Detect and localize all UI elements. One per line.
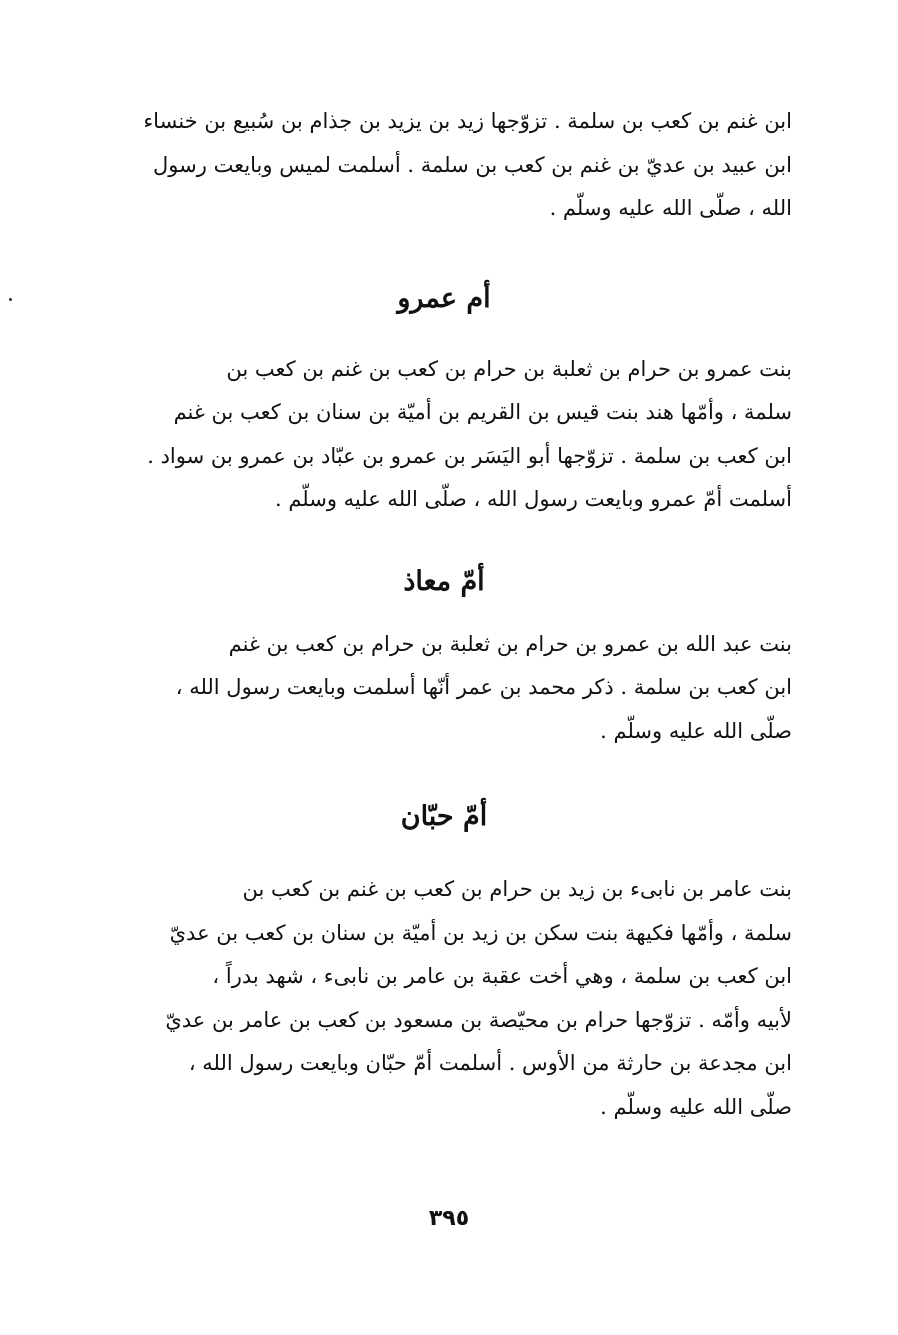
text-line: سلمة ، وأمّها هند بنت قيس بن القريم بن أميّة بن سنان بن كعب بن غنم: [173, 400, 792, 424]
text-line: أسلمت أمّ عمرو وبايعت رسول الله ، صلّى الله عليه وسلّم .: [274, 487, 792, 511]
text-line: صلّى الله عليه وسلّم .: [600, 1094, 792, 1119]
intro-paragraph: [96, 100, 792, 231]
text-line: لأبيه وأمّه . تزوّجها حرام بن محيّصة بن مسعود بن كعب بن عامر بن عديّ: [165, 1007, 792, 1032]
text-line: سلمة ، وأمّها فكيهة بنت سكن بن زيد بن أميّة بن سنان بن كعب بن عديّ: [169, 920, 792, 945]
text-line: بنت عبد الله بن عمرو بن حرام بن ثعلبة بن حرام بن كعب بن غنم: [228, 631, 792, 656]
text-line: ابن غنم بن كعب بن سلمة . تزوّجها زيد بن يزيد بن جذام بن سُبيع بن خنساء: [143, 109, 792, 133]
text-line: بنت عمرو بن حرام بن ثعلبة بن حرام بن كعب بن غنم بن كعب بن: [226, 356, 792, 381]
text-line: ابن كعب بن سلمة . ذكر محمد بن عمر أنّها أسلمت وبايعت رسول الله ،: [175, 675, 792, 699]
text-line: ابن مجدعة بن حارثة من الأوس . أسلمت أمّ حبّان وبايعت رسول الله ،: [188, 1051, 792, 1075]
scan-speck: [9, 298, 12, 301]
section-heading-umm-hibban: أمّ حبّان: [400, 801, 488, 832]
section-paragraph-umm-amr: [96, 348, 792, 522]
text-line: بنت عامر بن نابىء بن زيد بن حرام بن كعب بن غنم بن كعب بن: [242, 877, 792, 901]
section-paragraph-umm-hibban: [96, 868, 792, 1129]
section-heading-umm-amr: أم عمرو: [397, 282, 491, 314]
text-line: الله ، صلّى الله عليه وسلّم .: [549, 196, 792, 220]
text-line: صلّى الله عليه وسلّم .: [600, 718, 792, 743]
text-line: ابن عبيد بن عديّ بن غنم بن كعب بن سلمة . أسلمت لميس وبايعت رسول: [153, 152, 792, 177]
text-line: ابن كعب بن سلمة ، وهي أخت عقبة بن عامر بن نابىء ، شهد بدراً ،: [212, 964, 792, 988]
section-paragraph-umm-muadh: [96, 623, 792, 754]
section-heading-umm-muadh: أمّ معاذ: [403, 565, 485, 597]
page-body: [96, 100, 792, 1129]
page-number: ٣٩٥: [428, 1206, 470, 1231]
text-line: ابن كعب بن سلمة . تزوّجها أبو اليَسَر بن عمرو بن عبّاد بن عمرو بن سواد .: [147, 443, 792, 468]
